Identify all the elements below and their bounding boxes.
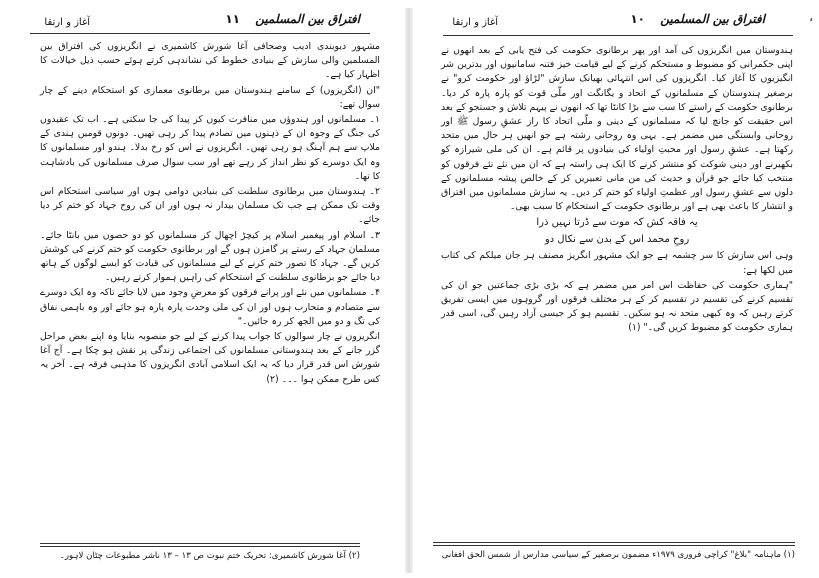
right-paragraph: ہندوستان میں انگریزوں کی آمد اور پھر برطانوی حکومت کی فتح یابی کے بعد انھوں نے اپنی حکمرانی کو مضبوط و مستحکم کرنے کے لیے قیامت خیز فتنہ سامانیوں اور بدترین شر انگیزیوں کا آغاز کیا۔ انگریزوں کی اس انتہائی بھیانک سازش "لڑاؤ اور حکومت کرو" نے برصغیر ہندوستان کے مسلمانوں کے اتحاد و یگانگت اور ملّی قوت کو پارہ پارہ کر دیا۔ برطانوی حکومت کے راستے کا سب سے بڑا کانٹا تھا کہ انھوں نے پیہم تلاش و جستجو کے بعد اس حقیقت کو جانچ لیا کہ مسلمانوں کے دینی و ملّی اتحاد کا راز عشقِ رسول ﷺ اور روحانی وابستگی میں مضمر ہے۔ یہی وہ روحانی رشتہ ہے جو انھیں ہر حال میں متحد رکھتا ہے۔ عشقِ رسول اور محبتِ اولیاء کی بنیادوں پر قائم ہے۔ ان کی ملی شیرازہ کو بکھیرنے اور دینی شوکت کو منتشر کرنے کا ایک ہی راستہ ہے کہ ان میں نئے نئے فرقوں کو منتخب کیا جائے جو قرآن و حدیث کی من مانی تعبیریں کر کے خالص پیشہ مسلمانوں کے دلوں سے عشقِ رسول اور عظمتِ اولیاء کو ختم کر دیں۔ یہ سازش مسلمانوں میں افتراق و انتشار کا باعث بھی ہے اور برطانوی حکومت کے استحکام کا سبب بھی۔: [441, 45, 793, 213]
right-page: [413, 0, 819, 578]
right-header-rule: [443, 35, 793, 36]
left-header-rule: [30, 33, 370, 34]
right-page-header: [423, 8, 813, 34]
right-header-page-number: ۱۰: [630, 12, 645, 26]
right-header-corner-mark: ،: [809, 10, 813, 24]
left-header-topic: آغاز و ارتقا: [44, 17, 90, 28]
right-header-topic: آغاز و ارتقا: [452, 17, 498, 28]
left-body-text: [40, 40, 380, 540]
right-paragraph: "ہماری حکومت کی حفاظت اس امر میں مضمر ہے کہ بڑی بڑی جماعتیں جو ان کی تقسیم کرنے کی تقسیم در تقسیم کر کے ہر مختلف فرقوں اور گروہوں میں ایسی تفریق کرتے رہیں کہ وہ کبھی متحد نہ ہو سکیں۔ تقسیم ہو کر جیسی آزاد رہیں گی، اسی قدر ہماری حکومت کو مضبوط کریں گی۔" (۱): [441, 279, 793, 334]
right-paragraph: وہی اس سازش کا سر چشمہ ہے جو ایک مشہور انگریز مصنف ہر جان میلکم کی کتاب میں لکھا ہے:: [441, 250, 793, 276]
right-footnote: (۱) ماہنامہ "بلاغ" کراچی فروری ۱۹۷۹ء مضمون برصغیر کے سیاسی مدارس از شمس الحق افغانی: [441, 550, 795, 560]
left-page-header: [30, 8, 390, 34]
verse-line: روحِ محمد اس کے بدن سے نکال دو: [544, 234, 690, 246]
left-header-title: افتراق بین المسلمین: [255, 12, 360, 26]
right-footnote-rule: [433, 542, 795, 546]
left-header-page-number: ۱۱: [225, 12, 240, 26]
left-paragraph: ۱۔ مسلمانوں اور ہندوؤں میں منافرت کیوں کر پیدا کی جا سکتی ہے۔ اب تک عقیدوں کی جنگ کے وجوہ ان کے ذہنوں میں تصادم پیدا کر رہی تھیں۔ دونوں قومیں ہندی کے ملاپ سے ہم آہنگ ہو رہی تھیں۔ انگریزوں نے اس کو رخ بدلا۔ ہندو اور مسلمانوں کا وہ ایک دوسرے کو نظر انداز کر رہے تھے اور سب سوال صرف مسلمانوں کی بادشاہت کا تھا۔: [40, 114, 380, 182]
left-footnote: (۲) آغا شورش کاشمیری: تحریک ختم نبوت ص ۱۳ – ۱۳ ناشر مطبوعات چٹان لاہور۔: [59, 551, 360, 561]
right-header-title: افتراق بین المسلمین: [660, 12, 765, 26]
left-paragraph: ۲۔ ہندوستان میں برطانوی سلطنت کی بنیادیں دوامی ہوں اور سیاسی استحکام اس وقت تک ممکن ہے جب تک مسلمان بیدار نہ ہوں اور ان کی روح جہاد کو ختم کر دیا جائے۔: [40, 186, 380, 226]
left-paragraph: "ان (انگریزوں) کے سامنے ہندوستان میں برطانوی معماری کو استحکام دینے کے چار سوال تھے:: [40, 84, 380, 110]
left-paragraph: ۳۔ اسلام اور پیغمبر اسلام پر کیچڑ اچھال کر مسلمانوں کو دو حصوں میں بانٹا جائے۔ مسلمان جہاد کے رستے پر گامزن ہوں گے اور برطانوی حکومت کو ختم کرنے کی کوشش کریں گے۔ جہاد کا تصور ختم کرنے کے لیے مسلمانوں کی قیادت کو ایسے لوگوں کے ہاتھ دیا جائے جو برطانوی سلطنت کے استحکام کی راہیں ہموار کرتے رہیں۔: [40, 229, 380, 284]
right-body-text: [441, 44, 793, 539]
left-paragraph: انگریزوں نے چار سوالوں کا جواب پیدا کرنے کے لیے جو منصوبہ بنایا وہ اپنے بعض مراحل گزر جانے کے بعد ہندوستانی مسلمانوں کی اجتماعی زندگی پر نقش ہو چکا ہے۔ آج آغا شورش اس قدر قرار دیا کہ یہ ایک اسلامی آبادی انگریزوں کا مذہبی فرقہ ہے۔ آخر یہ کس طرح ممکن ہوا ۔۔۔ (۲): [40, 331, 380, 385]
left-paragraph: ۴۔ مسلمانوں میں نئے اور پرانے فرقوں کو معرضِ وجود میں لایا جائے تاکہ وہ ایک دوسرے سے متصادم و متحارب ہوں اور ان کی ملی وحدت پارہ پارہ ہو جائے اور وہ باہمی نفاق کی تگ و دو میں الجھ کر رہ جائیں۔": [40, 287, 380, 327]
verse-line: یہ فاقہ کش کہ موت سے ڈرتا نہیں ذرا: [536, 217, 698, 229]
left-paragraph: مشہور دیوبندی ادیب وصحافی آغا شورش کاشمیری نے انگریزوں کی افتراق بین المسلمین والی سازش کے بنیادی خطوط کی نشاندہی کرتے ہوئے حسب ذیل خیالات کا اظہار کیا ہے۔: [40, 41, 380, 81]
book-gutter: [405, 8, 413, 573]
left-footnote-rule: [40, 543, 360, 547]
left-page: [0, 0, 405, 578]
